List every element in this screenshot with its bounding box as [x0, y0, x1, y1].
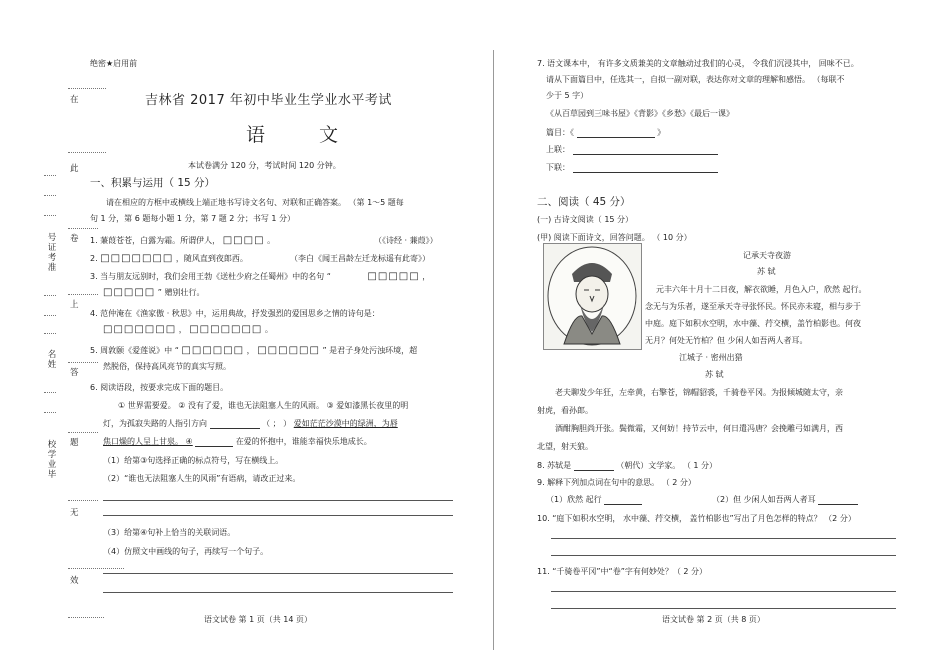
question-4: 4. 范仲淹在《渔家傲 · 秋思》中，运用典故，抒发强烈的爱国思乡之情的诗句是：: [90, 309, 380, 318]
answer-blank[interactable]: [210, 428, 260, 429]
question-1-source: （《诗经 · 蒹葭》）: [374, 236, 438, 245]
question-2-source: （李白《闻王昌龄左迁龙标遥有此寄》）: [290, 254, 430, 263]
dynasty-blank[interactable]: [574, 470, 614, 471]
answer-line[interactable]: [551, 538, 896, 539]
question-5: 5. 周敦颐《爱莲说》中 “ □□□□□□ ， □□□□□□ ” 是君子身处污浊环境，超: [90, 345, 418, 356]
subject-title: 语 文: [246, 124, 363, 146]
answer-line[interactable]: [551, 555, 896, 556]
exam-info: 本试卷满分 120 分，考试时间 120 分钟。: [188, 161, 341, 170]
answer-line[interactable]: [103, 500, 453, 501]
answer-blank[interactable]: [604, 504, 642, 505]
question-10: 10. “庭下如积水空明， 水中藻、荇交横， 盖竹柏影也”写出了月色怎样的特点？ （2 分）: [537, 514, 856, 523]
margin-word: 效: [70, 576, 79, 586]
answer-line[interactable]: [551, 591, 896, 592]
answer-boxes[interactable]: □□□□□□: [257, 345, 320, 356]
question-9-2: （2）但 少闲人如吾两人者耳: [712, 494, 858, 505]
answer-line[interactable]: [551, 608, 896, 609]
question-7-titles: 《从百草园到三味书屋》《背影》《乡愁》《最后一课》: [546, 109, 734, 118]
couplet-upper: 上联：: [546, 144, 718, 155]
question-3-cont: □□□□□ ” 赠别壮行。: [103, 287, 205, 298]
question-5-cont: 然脱俗，保持高风亮节的真实写照。: [103, 362, 231, 371]
poem1-line4: 无月？何处无竹柏？但 少闲人如吾两人者耳。: [645, 336, 808, 345]
instruction-line1: 请在相应的方框中或横线上端正地书写诗文名句、对联和正确答案。 （第 1～5 题每: [106, 198, 404, 207]
question-11: 11. “千骑卷平冈”中“卷”字有何妙处？（ 2 分）: [537, 567, 708, 576]
question-7-title-field: 篇目：《 》: [546, 128, 666, 137]
answer-line[interactable]: [103, 573, 453, 574]
poem1-line3: 中庭。庭下如积水空明，水中藻、荇交横，盖竹柏影也。何夜: [645, 319, 861, 328]
question-7-line2: 请从下面篇目中，任选其一，自拟一副对联，表达你对文章的理解和感悟。 （每联不: [546, 75, 845, 84]
lower-couplet-blank[interactable]: [573, 172, 718, 173]
passage-line1: ① 世界需要爱。 ② 没有了爱，谁也无法阻塞人生的风雨。 ③ 爱如漆黑长夜里的明: [118, 401, 409, 410]
page-footer-left: 语文试卷 第 1 页（共 14 页）: [204, 615, 312, 624]
answer-boxes[interactable]: □□□□□□□: [100, 253, 174, 264]
exam-title: 吉林省 2017 年初中毕业生学业水平考试: [145, 93, 392, 108]
instruction-line2: 句 1 分，第 6 题每小题 1 分，第 7 题 2 分；书写 1 分）: [90, 214, 296, 223]
passage-line2: 灯，为孤寂失路的人指引方向 （ ； ） 爱如茫茫沙漠中的绿洲，为唇: [103, 419, 398, 428]
section2-heading: 二、阅读（ 45 分）: [537, 196, 631, 208]
margin-word: 上: [70, 300, 79, 310]
page-footer-right: 语文试卷 第 2 页（共 8 页）: [662, 615, 765, 624]
sub-question-3: （3）给第④句补上恰当的关联词语。: [103, 528, 236, 537]
sub-question-2: （2）“谁也无法阻塞人生的风雨”有语病，请改正过来。: [103, 474, 301, 483]
school-field-label: 校学业毕: [47, 440, 57, 480]
answer-boxes[interactable]: □□□□□□: [181, 345, 245, 356]
margin-word: 卷: [70, 234, 79, 244]
margin-word: 在: [70, 95, 79, 105]
poem2-line1: 老夫聊发少年狂，左牵黄，右擎苍，锦帽貂裘，千骑卷平冈。为报倾城随太守，亲: [555, 388, 843, 397]
subsection-1: (一) 古诗文阅读（ 15 分）: [537, 215, 634, 224]
poem1-line2: 念无与为乐者，遂至承天寺寻张怀民。怀民亦未寝，相与步于: [645, 302, 861, 311]
name-field-label: 名姓: [47, 350, 57, 370]
margin-word: 此: [70, 164, 79, 174]
margin-word: 答: [70, 368, 79, 378]
answer-line[interactable]: [103, 515, 453, 516]
margin-word: 无: [70, 508, 79, 518]
answer-boxes[interactable]: □□□□□□□: [189, 324, 263, 335]
question-3: 3. 当与朋友远别时，我们会用王勃《送杜少府之任蜀州》中的名句 “ □□□□□ ，: [90, 271, 431, 282]
answer-boxes[interactable]: □□□□□□□: [103, 324, 177, 335]
answer-boxes[interactable]: □□□□□: [367, 271, 420, 282]
poem1-author: 苏 轼: [757, 267, 776, 276]
answer-line[interactable]: [103, 592, 453, 593]
answer-blank[interactable]: [195, 446, 233, 447]
subsection-1a: (甲) 阅读下面诗文，回答问题。 （ 10 分）: [537, 233, 692, 242]
exam-number-field-label: 号证考准: [47, 233, 57, 273]
question-2: 2. □□□□□□□ ，随风直到夜郎西。: [90, 253, 248, 264]
answer-boxes[interactable]: □□□□□: [103, 287, 156, 298]
section1-heading: 一、积累与运用（ 15 分）: [90, 177, 216, 189]
answer-boxes[interactable]: □□□□: [222, 235, 265, 246]
question-1: 1. 蒹葭苍苍，白露为霜。所谓伊人， □□□□ 。: [90, 235, 276, 246]
question-7-line3: 少于 5 字）: [546, 91, 589, 100]
upper-couplet-blank[interactable]: [573, 154, 718, 155]
couplet-lower: 下联：: [546, 162, 718, 173]
title-blank[interactable]: [577, 137, 655, 138]
confidential-label: 绝密★启用前: [90, 59, 138, 68]
poem2-line2: 射虎，看孙郎。: [537, 406, 593, 415]
su-shi-portrait-image: [543, 243, 642, 350]
passage-line3: 焦口燥的人呈上甘泉。 ④ 在爱的怀抱中，谁能幸福快乐地成长。: [103, 437, 372, 446]
question-7: 7. 语文课本中， 有许多文质兼美的文章触动过我们的心灵， 令我们沉浸其中， 回味不已。: [537, 59, 859, 68]
question-6: 6. 阅读语段，按要求完成下面的题目。: [90, 383, 229, 392]
question-9-1: （1）欣然 起行: [546, 494, 642, 505]
question-8: 8. 苏轼是 （朝代）文学家。 （ 1 分）: [537, 461, 717, 470]
page-divider: [493, 50, 494, 650]
margin-word: 题: [70, 438, 79, 448]
poem2-title: 江城子 · 密州出猎: [679, 353, 743, 362]
sub-question-4: （4）仿照文中画线的句子，再续写一个句子。: [103, 547, 269, 556]
poem2-line3: 酒酣胸胆尚开张。鬓微霜，又何妨！持节云中，何日遣冯唐？会挽雕弓如满月，西: [555, 424, 843, 433]
question-9: 9. 解释下列加点词在句中的意思。 （ 2 分）: [537, 478, 696, 487]
sub-question-1: （1）给第③句选择正确的标点符号，写在横线上。: [103, 456, 284, 465]
poem2-author: 苏 轼: [705, 370, 724, 379]
question-4-answer: □□□□□□□ ， □□□□□□□ 。: [103, 324, 273, 335]
answer-blank[interactable]: [818, 504, 858, 505]
poem1-title: 记承天寺夜游: [743, 251, 791, 260]
poem2-line4: 北望，射天狼。: [537, 442, 593, 451]
poem1-line1: 元丰六年十月十二日夜，解衣欲睡，月色入户，欣然 起行。: [656, 285, 867, 294]
